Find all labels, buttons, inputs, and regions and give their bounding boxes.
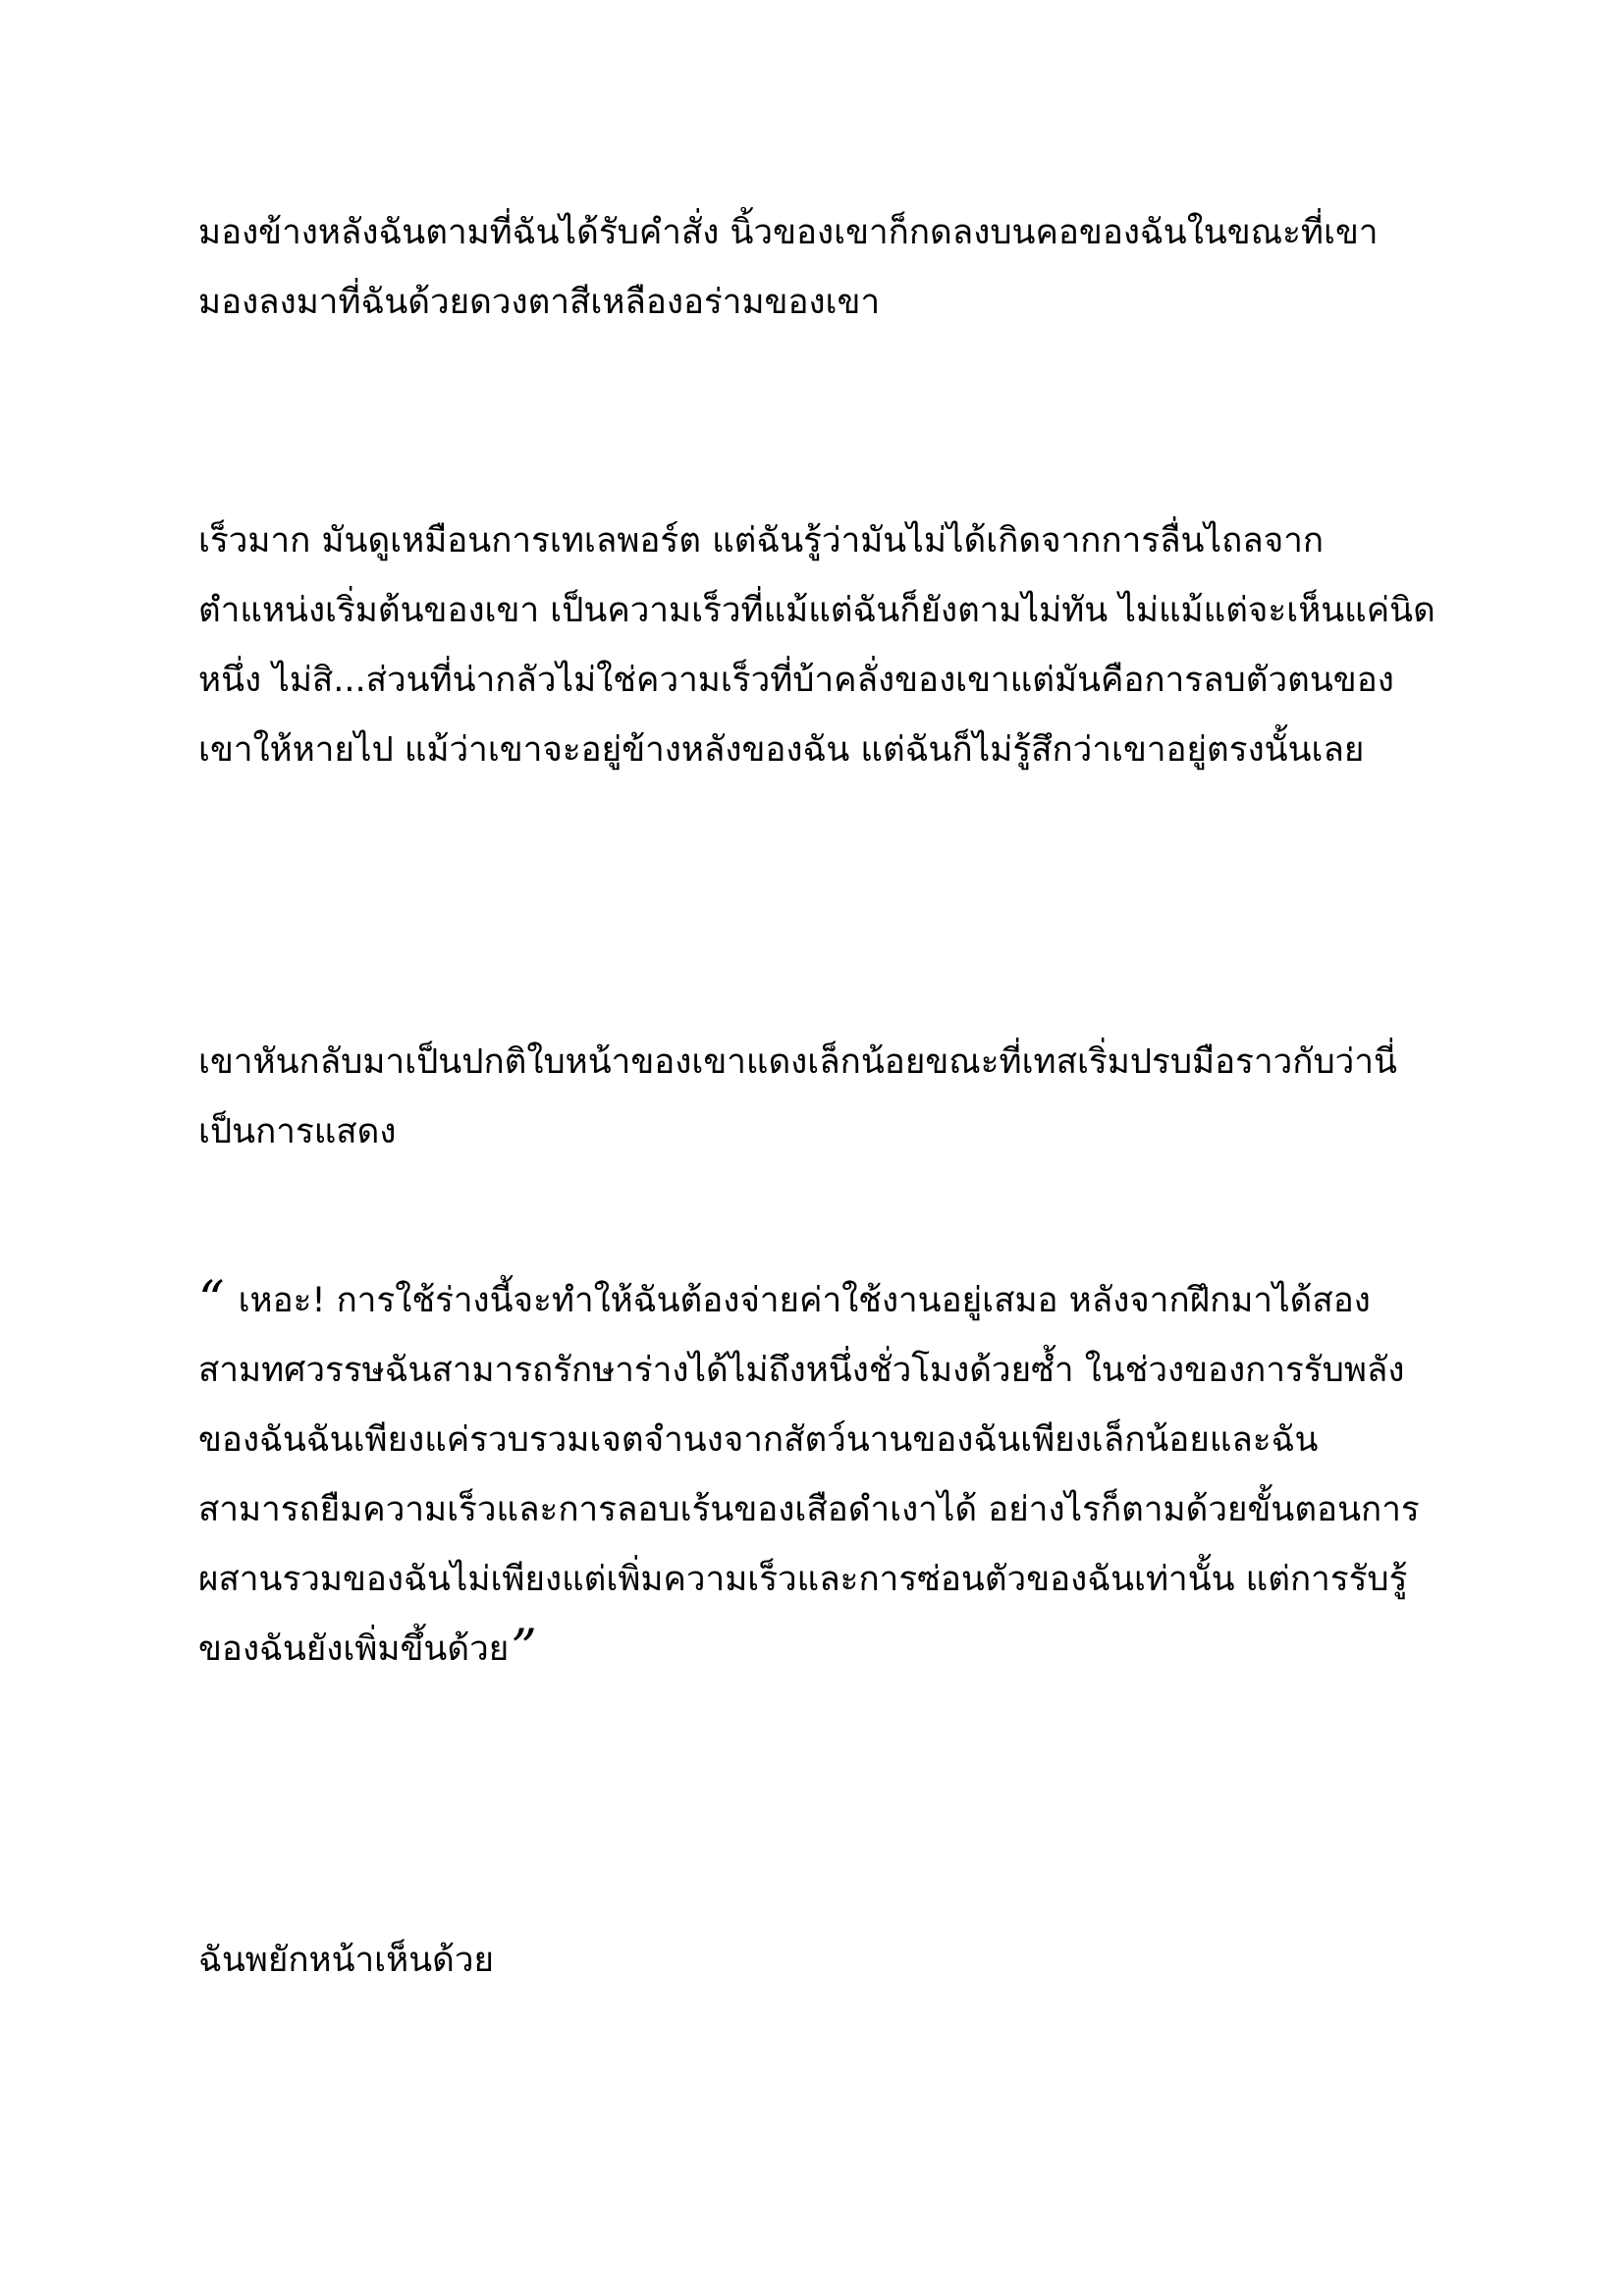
text-line: หนึ่ง ไม่สิ...ส่วนที่น่ากลัวไม่ใช่ความเร็วที่บ้าคลั่งของเขาแต่มันคือการลบตัวตนของ — [198, 661, 1394, 700]
text-line: เหอะ! การใช้ร่างนี้จะทำให้ฉันต้องจ่ายค่าใช้งานอยู่เสมอ หลังจากฝึกมาได้สอง — [238, 1281, 1371, 1320]
text-line: ฉันพยักหน้าเห็นด้วย — [198, 1941, 495, 1980]
text-line: สามทศวรรษฉันสามารถรักษาร่างได้ไม่ถึงหนึ่งชั่วโมงด้วยซ้ำ ในช่วงของการรับพลัง — [198, 1351, 1405, 1390]
text-line: ของฉันฉันเพียงแค่รวบรวมเจตจำนงจากสัตว์นานของฉันเพียงเล็กน้อยและฉัน — [198, 1420, 1319, 1460]
text-line: มองข้างหลังฉันตามที่ฉันได้รับคำสั่ง นิ้วของเขาก็กดลงบนคอของฉันในขณะที่เขา — [198, 213, 1379, 252]
paragraph-teleport-speed — [198, 507, 1435, 785]
close-quote-mark: ” — [511, 1620, 537, 1679]
text-line-last — [198, 1615, 1435, 1684]
paragraph-dialogue-quote — [198, 1266, 1435, 1684]
text-line: ผสานรวมของฉันไม่เพียงแต่เพิ่มความเร็วและการซ่อนตัวของฉันเท่านั้น แต่การรับรู้ — [198, 1560, 1408, 1599]
text-line: เร็วมาก มันดูเหมือนการเทเลพอร์ต แต่ฉันรู้ว่ามันไม่ได้เกิดจากการลื่นไถลจาก — [198, 521, 1325, 561]
text-line: มองลงมาที่ฉันด้วยดวงตาสีเหลืองอร่ามของเขา — [198, 283, 881, 322]
text-line: ของฉันยังเพิ่มขึ้นด้วย — [198, 1629, 510, 1669]
paragraph-turn-back — [198, 1028, 1435, 1167]
text-line: เป็นการแสดง — [198, 1112, 397, 1151]
text-line: เขาหันกลับมาเป็นปกติใบหน้าของเขาแดงเล็กน้อยขณะที่เทสเริ่มปรบมือราวกับว่านี่ — [198, 1042, 1397, 1082]
text-line: เขาให้หายไป แม้ว่าเขาจะอยู่ข้างหลังของฉัน แต่ฉันก็ไม่รู้สึกว่าเขาอยู่ตรงนั้นเลย — [198, 730, 1365, 770]
paragraph-nod — [198, 1926, 1435, 1996]
open-quote-mark: “ — [198, 1271, 225, 1330]
paragraph-back-glance — [198, 198, 1435, 338]
text-line-first — [198, 1266, 1435, 1336]
text-line: สามารถยืมความเร็วและการลอบเร้นของเสือดำเงาได้ อย่างไรก็ตามด้วยขั้นตอนการ — [198, 1490, 1420, 1529]
text-line: ตำแหน่งเริ่มต้นของเขา เป็นความเร็วที่แม้แต่ฉันก็ยังตามไม่ทัน ไม่แม้แต่จะเห็นแค่นิด — [198, 591, 1435, 630]
